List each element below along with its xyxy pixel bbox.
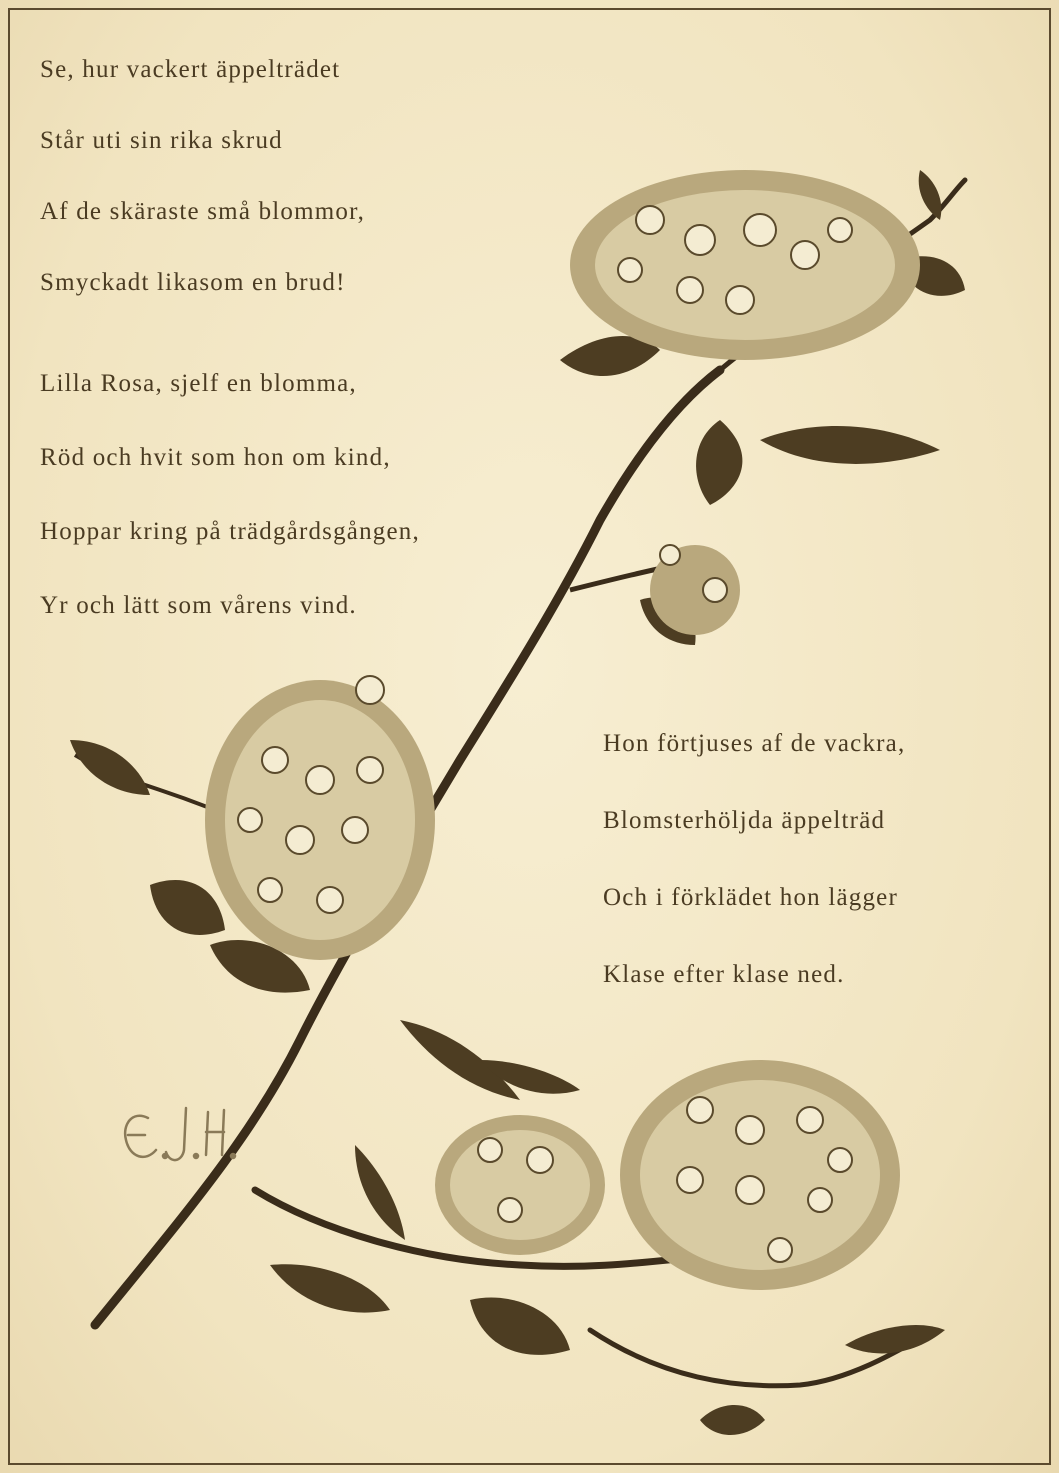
blossom-bud-small xyxy=(650,545,740,635)
poem-line: Lilla Rosa, sjelf en blomma, xyxy=(40,370,357,397)
poem-line: Står uti sin rika skrud xyxy=(40,127,283,154)
poem-stanza-1 xyxy=(40,56,365,340)
poem-line: Blomsterhöljda äppelträd xyxy=(603,807,886,834)
poem-line: Smyckadt likasom en brud! xyxy=(40,269,346,296)
poem-line: Hon förtjuses af de vackra, xyxy=(603,730,906,757)
poem-line: Af de skäraste små blommor, xyxy=(40,198,366,225)
poem-line: Klase efter klase ned. xyxy=(603,961,845,988)
poem-line: Se, hur vackert äppelträdet xyxy=(40,56,341,83)
blossom-cluster-middle xyxy=(205,676,435,960)
poem-line: Och i förklädet hon lägger xyxy=(603,884,898,911)
blossom-cluster-top xyxy=(570,170,920,360)
poem-line: Hoppar kring på trädgårdsgången, xyxy=(40,518,420,545)
poem-stanza-3 xyxy=(603,730,905,1038)
poem-line: Yr och lätt som vårens vind. xyxy=(40,592,357,619)
poem-stanza-2 xyxy=(40,370,420,666)
poem-line: Röd och hvit som hon om kind, xyxy=(40,444,391,471)
